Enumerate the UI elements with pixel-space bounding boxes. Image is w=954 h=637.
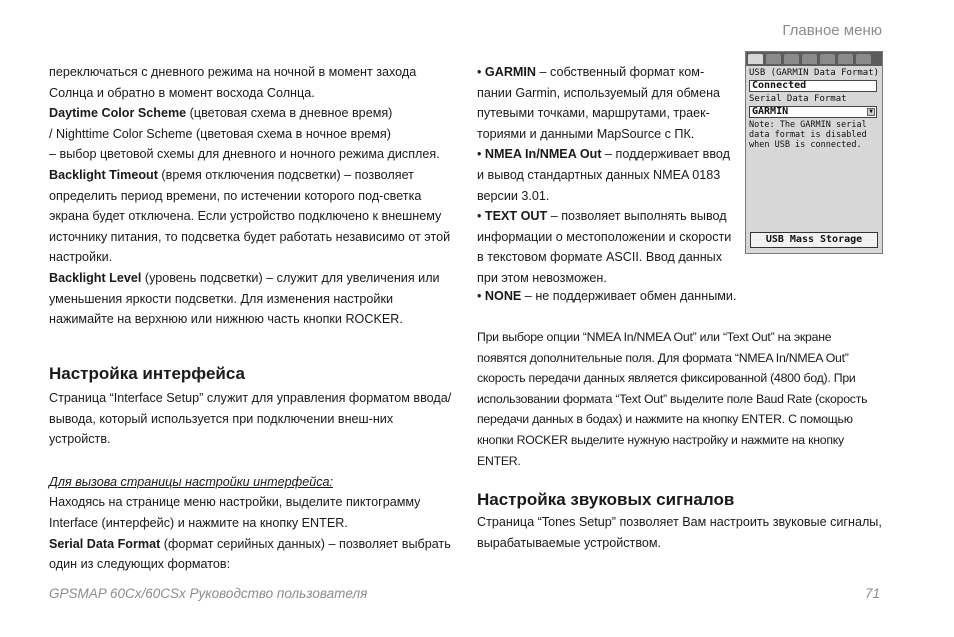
format-textout-desc: – позволяет выполнять вывод информации о местоположении и скорости в текстовом формате ASCII. Ввод данных при этом невозможен. — [477, 209, 732, 285]
section-header: Главное меню — [782, 22, 882, 39]
backlight-timeout-desc: (время отключения подсветки) – позволяет определить период времени, по истечении которого под-светка экрана будет отключена. Если устройство подключено к внешнему источнику питания, то подсветка будет работать независимо от этой настройки. — [49, 167, 451, 265]
device-serial-label: Serial Data Format — [749, 94, 847, 104]
format-none-desc: – не поддерживает обмен данными. — [521, 289, 737, 303]
interface-intro: Страница “Interface Setup” служит для управления форматом ввода/вывода, который используется при подключении внеш-них устройств. — [49, 391, 452, 447]
device-tab-icon — [820, 54, 835, 64]
device-serial-value: GARMIN — [752, 106, 789, 117]
howto-text: Находясь на странице меню настройки, выделите пиктограмму Interface (интерфейс) и нажмите на кнопку ENTER. — [49, 495, 421, 530]
format-nmea-term: NMEA In/NMEA Out — [484, 147, 602, 162]
manual-title: GPSMAP 60Cx/60CSx Руководство пользователя — [49, 586, 368, 601]
device-usb-status: Connected — [749, 80, 877, 92]
device-tab-icon — [766, 54, 781, 64]
format-garmin-desc: – собственный формат ком-пании Garmin, используемый для обмена путевыми точками, маршрутами, траек-ториями и данными MapSource с ПК. — [477, 65, 721, 141]
device-serial-select[interactable] — [749, 106, 877, 118]
daytime-term: Daytime Color Scheme — [49, 106, 187, 121]
bullet-glyph: • — [477, 147, 482, 162]
tones-text: Страница “Tones Setup” позволяет Вам настроить звуковые сигналы, вырабатываемые устройством. — [477, 515, 882, 550]
day-night-paragraph: переключаться с дневного режима на ночной в момент захода Солнца и обратно в момент восхода Солнца. — [49, 65, 417, 100]
howto-title: Для вызова страницы настройки интерфейса: — [49, 474, 334, 489]
backlight-level-desc: (уровень подсветки) – служит для увеличения или уменьшения яркости подсветки. Для изменения настройки нажимайте на верхнюю или нижнюю часть кнопки ROCKER. — [49, 270, 440, 327]
format-textout-term: TEXT OUT — [484, 209, 548, 224]
backlight-timeout-paragraph — [49, 165, 454, 268]
interface-setup-heading: Настройка интерфейса — [49, 364, 245, 383]
backlight-level-paragraph — [49, 268, 454, 330]
serial-format-term: Serial Data Format — [49, 536, 161, 551]
device-tab-icon — [748, 54, 763, 64]
tones-setup-heading: Настройка звуковых сигналов — [477, 490, 735, 509]
format-item-none-wrap — [477, 286, 887, 307]
bullet-glyph: • — [477, 209, 482, 224]
daytime-desc: (цветовая схема в дневное время) — [186, 106, 393, 121]
format-nmea-desc: – поддерживает ввод и вывод стандартных данных NMEA 0183 версии 3.01. — [477, 147, 730, 203]
daytime-paragraph — [49, 103, 454, 124]
format-garmin-term: GARMIN — [484, 65, 536, 79]
dropdown-arrow-icon: ▼ — [867, 108, 875, 116]
device-tab-icon — [802, 54, 817, 64]
device-tab-icon — [838, 54, 853, 64]
page-number: 71 — [864, 586, 880, 601]
format-item-nmea — [477, 144, 735, 206]
backlight-timeout-term: Backlight Timeout — [49, 167, 158, 182]
device-note: Note: The GARMIN serial data format is disabled when USB is connected. — [749, 120, 867, 150]
format-item-none — [477, 286, 887, 307]
nmea-note: При выборе опции “NMEA In/NMEA Out” или “Text Out” на экране появятся дополнительные поля. Для формата “NMEA In/NMEA Out” скорость передачи данных является фиксированной (4800 бод). При использовании формата “Text Out” выделите поле Baud Rate (скорость передачи данных в бодах) и нажмите на кнопку ENTER. С помощью кнопки ROCKER выделите нужную настройку и нажмите на кнопку ENTER. — [477, 330, 868, 468]
format-item-textout — [477, 206, 735, 288]
bullet-glyph: • — [477, 65, 482, 79]
device-tab-icon — [784, 54, 799, 64]
backlight-level-term: Backlight Level — [49, 270, 142, 285]
bullet-glyph: • — [477, 289, 482, 303]
device-screenshot — [745, 51, 883, 254]
device-tab-bar — [746, 52, 882, 66]
format-list — [477, 62, 735, 289]
device-usb-label: USB (GARMIN Data Format) — [749, 68, 880, 78]
serial-format-paragraph — [49, 534, 454, 575]
left-column-top — [49, 62, 454, 330]
serial-format-desc: (формат серийных данных) – позволяет выбрать один из следующих форматов: — [49, 536, 451, 572]
usb-mass-storage-button[interactable]: USB Mass Storage — [750, 232, 878, 248]
color-scheme-desc: – выбор цветовой схемы для дневного и ночного режима дисплея. — [49, 147, 440, 162]
format-none-term: NONE — [484, 289, 522, 303]
nighttime-line: / Nighttime Color Scheme (цветовая схема в ночное время) — [49, 126, 391, 141]
format-item-garmin — [477, 62, 735, 144]
device-tab-icon — [856, 54, 871, 64]
left-column-bottom — [49, 388, 454, 575]
